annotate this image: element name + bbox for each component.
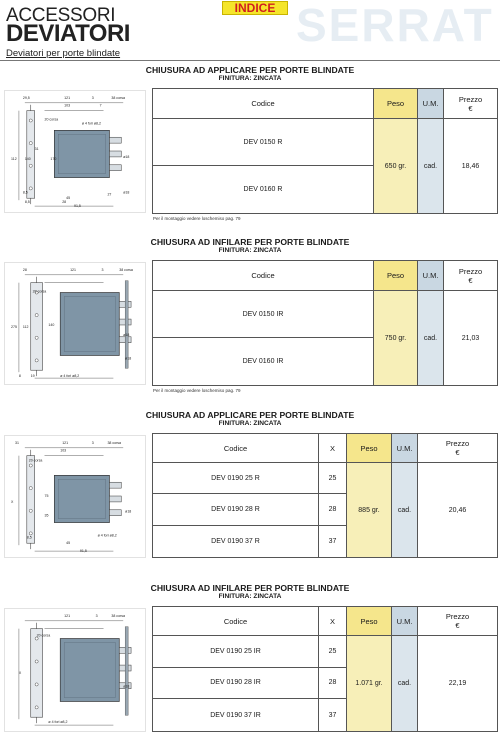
dimension-label: 20 corsa: [32, 289, 47, 294]
lock-case: [60, 639, 119, 702]
dimension-label: 8,5: [22, 190, 28, 195]
header-x: X: [319, 434, 347, 463]
dimension-label: 38 corsa: [111, 613, 125, 618]
dimension-label: ø18: [123, 684, 130, 689]
section-title: [0, 410, 500, 428]
header-um: U.M.: [392, 434, 418, 463]
dimension-label: 28: [22, 267, 27, 272]
header-peso: Peso: [347, 434, 392, 463]
dimension-label: 75: [44, 493, 49, 498]
dimension-label: 121: [64, 95, 71, 100]
product-code: DEV 0190 37 R: [153, 526, 319, 557]
faceplate-hole: [29, 164, 32, 167]
dimension-label: ø 4 fori ø8,2: [97, 533, 117, 538]
product-code: DEV 0190 28 IR: [153, 668, 319, 700]
dimension-label: 3: [95, 613, 98, 618]
lock-bolt: [109, 496, 121, 502]
header-peso: Peso: [374, 89, 418, 119]
dimension-label: ø18: [125, 509, 132, 514]
header-um: U.M.: [392, 607, 418, 636]
montaggio-note: Per il montaggio vedere loschemiso pag. 79: [153, 216, 241, 221]
faceplate-hole: [35, 314, 38, 317]
product-code: DEV 0150 IR: [153, 291, 374, 338]
product-code: DEV 0150 R: [153, 119, 374, 166]
technical-drawing: [4, 435, 146, 558]
technical-drawing: [4, 608, 146, 732]
lock-bolt: [109, 151, 121, 157]
dimension-label: 103: [60, 448, 67, 453]
dimension-label: 45: [66, 541, 71, 546]
faceplate-hole: [29, 142, 32, 145]
mounting-bracket: [125, 281, 128, 369]
unit-value: cad.: [392, 463, 418, 557]
faceplate-hole: [29, 464, 32, 467]
header-codice: Codice: [153, 89, 374, 119]
dimension-label: 112: [22, 324, 29, 329]
product-x: 37: [319, 699, 347, 731]
dimension-label: 20 corsa: [36, 633, 51, 638]
dimension-label: 8: [18, 374, 21, 379]
dimension-label: 3: [91, 440, 94, 445]
lock-bolt: [109, 137, 121, 143]
lock-drawing-svg: [5, 609, 145, 731]
dimension-label: 20 corsa: [28, 458, 43, 463]
dimension-label: 29,5: [22, 95, 30, 100]
dimension-label: 103: [64, 103, 71, 108]
lock-case: [54, 130, 109, 177]
section-finish: FINITURA: ZINCATA: [218, 247, 282, 254]
lock-bolt: [109, 482, 121, 488]
index-button[interactable]: INDICE: [222, 1, 288, 15]
header-x: X: [319, 607, 347, 636]
faceplate-hole: [35, 336, 38, 339]
unit-value: cad.: [392, 636, 418, 731]
lock-drawing-svg: [5, 91, 145, 212]
dimension-label: 35: [44, 513, 49, 518]
dimension-label: 140: [48, 322, 55, 327]
dimension-label: 275: [11, 324, 17, 329]
dimension-label: 27: [107, 192, 112, 197]
header-codice: Codice: [153, 434, 319, 463]
price-value: 20,46: [448, 506, 467, 514]
dimension-label: 8,5: [26, 535, 32, 540]
lock-drawing-svg: [5, 436, 145, 557]
header-um: U.M.: [418, 261, 444, 291]
product-x: 25: [319, 636, 347, 668]
faceplate-hole: [35, 706, 38, 709]
dimension-label: X: [11, 499, 14, 504]
header-peso: Peso: [374, 261, 418, 291]
page-subtitle: Deviatori per porte blindate: [6, 48, 121, 59]
header-codice: Codice: [153, 261, 374, 291]
faceplate-hole: [35, 683, 38, 686]
product-x: 25: [319, 463, 347, 494]
lock-faceplate: [27, 456, 35, 544]
dimension-label: 121: [64, 613, 71, 618]
dimension-label: ø 4 fori ø8,2: [48, 720, 68, 725]
header-um: U.M.: [418, 89, 444, 119]
dimension-label: 38 corsa: [111, 95, 125, 100]
dimension-label: ø18: [123, 332, 130, 337]
faceplate-hole: [35, 660, 38, 663]
dimension-label: 28: [62, 200, 67, 205]
product-code: DEV 0190 25 IR: [153, 636, 319, 668]
price-value: 18,46: [461, 162, 480, 170]
dimension-label: 91,5: [79, 549, 87, 554]
dimension-label: 140: [24, 156, 31, 161]
price-table: [152, 606, 498, 732]
product-code: DEV 0160 IR: [153, 338, 374, 385]
lock-bolt: [109, 165, 121, 171]
section-finish: FINITURA: ZINCATA: [218, 593, 282, 600]
dimension-label: 170: [50, 156, 57, 161]
page-category: ACCESSORI: [6, 5, 116, 26]
section-title: [0, 583, 500, 601]
dimension-label: 91,5: [74, 204, 81, 209]
dimension-label: 7: [99, 103, 102, 108]
header-prezzo: Prezzo €: [444, 89, 497, 119]
product-x: 28: [319, 668, 347, 700]
dimension-label: 38 corsa: [107, 440, 122, 445]
faceplate-hole: [35, 359, 38, 362]
faceplate-hole: [29, 119, 32, 122]
dimension-label: 3: [101, 267, 104, 272]
dimension-label: ø 4 fori ø8,2: [81, 121, 101, 126]
lock-faceplate: [31, 629, 43, 718]
dimension-label: 31: [14, 440, 19, 445]
price-table: [152, 433, 498, 558]
price-value: 22,19: [448, 680, 467, 687]
dimension-label: 3: [91, 95, 94, 100]
mounting-bracket: [125, 627, 128, 716]
section-title-main: CHIUSURA AD INFILARE PER PORTE BLINDATE: [150, 583, 350, 593]
unit-value: cad.: [418, 119, 444, 213]
header-prezzo: Prezzo €: [418, 434, 497, 463]
dimension-label: 31: [34, 147, 39, 152]
technical-drawing: [4, 90, 146, 213]
section-title-main: CHIUSURA AD INFILARE PER PORTE BLINDATE: [150, 237, 350, 247]
faceplate-hole: [29, 487, 32, 490]
product-code: DEV 0190 25 R: [153, 463, 319, 494]
section-title-main: CHIUSURA AD APPLICARE PER PORTE BLINDATE: [145, 65, 355, 75]
watermark-text: SERRAT: [296, 0, 494, 51]
price-table: [152, 88, 498, 214]
header-divider: [0, 60, 500, 61]
dimension-label: ø18: [125, 356, 132, 361]
product-code: DEV 0160 R: [153, 166, 374, 213]
dimension-label: 8,5: [24, 200, 30, 205]
dimension-label: ø18: [123, 190, 130, 195]
dimension-label: 19: [30, 374, 35, 379]
weight-value: 750 gr.: [374, 291, 418, 385]
montaggio-note: Per il montaggio vedere loschemiso pag. 79: [153, 388, 241, 393]
weight-value: 650 gr.: [374, 119, 418, 213]
product-x: 37: [319, 526, 347, 557]
product-code: DEV 0190 37 IR: [153, 699, 319, 731]
weight-value: 1.071 gr.: [347, 636, 392, 731]
weight-value: 885 gr.: [347, 463, 392, 557]
lock-case: [54, 475, 109, 522]
faceplate-hole: [29, 187, 32, 190]
header-prezzo: Prezzo €: [418, 607, 497, 636]
header-peso: Peso: [347, 607, 392, 636]
price-table: [152, 260, 498, 386]
dimension-label: ø 4 fori ø8,2: [60, 374, 80, 379]
section-finish: FINITURA: ZINCATA: [218, 420, 282, 427]
lock-case: [60, 293, 119, 356]
technical-drawing: [4, 262, 146, 385]
lock-bolt: [109, 510, 121, 516]
lock-faceplate: [31, 283, 43, 371]
product-code: DEV 0190 28 R: [153, 494, 319, 525]
dimension-label: 20 corsa: [44, 117, 59, 122]
section-finish: FINITURA: ZINCATA: [218, 75, 282, 82]
price-value: 21,03: [461, 334, 480, 342]
dimension-label: 121: [70, 267, 76, 272]
section-title: [0, 65, 500, 83]
dimension-label: 112: [11, 156, 17, 161]
dimension-label: X: [18, 670, 22, 675]
header-prezzo: Prezzo €: [444, 261, 497, 291]
dimension-label: 121: [62, 440, 69, 445]
section-title-main: CHIUSURA AD APPLICARE PER PORTE BLINDATE: [145, 410, 355, 420]
dimension-label: 45: [66, 196, 71, 201]
product-x: 28: [319, 494, 347, 525]
section-title: [0, 237, 500, 255]
dimension-label: 38 corsa: [119, 267, 133, 272]
header-codice: Codice: [153, 607, 319, 636]
faceplate-hole: [29, 509, 32, 512]
lock-drawing-svg: [5, 263, 145, 384]
unit-value: cad.: [418, 291, 444, 385]
dimension-label: ø18: [123, 154, 130, 159]
page-title: DEVIATORI: [6, 20, 130, 47]
